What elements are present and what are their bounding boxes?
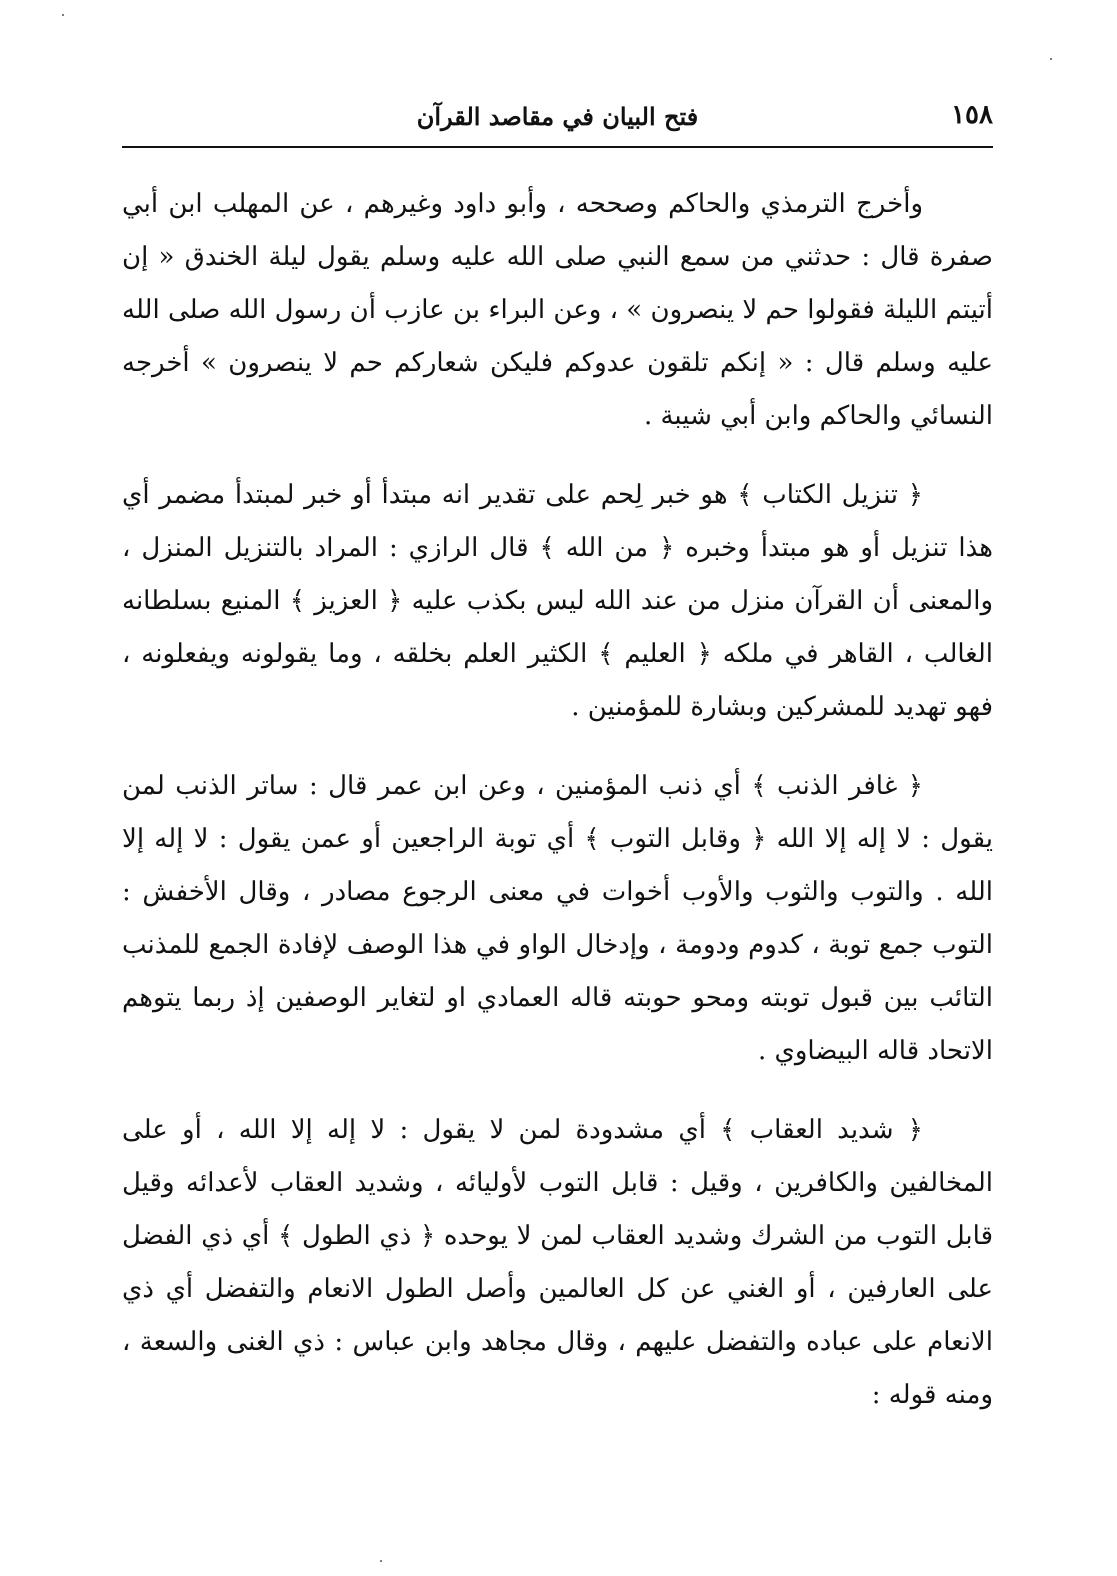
- paragraph-ghafir-al-dhanb: ﴿ غافر الذنب ﴾ أي ذنب المؤمنين ، وعن ابن عمر قال : ساتر الذنب لمن يقول : لا إله إلا الله ﴿ وقابل التوب ﴾ أي توبة الراجعين أو عمن يقول : لا إله إلا الله . والتوب والثوب والأوب أخوات في معنى الرجوع مصادر ، وقال الأخفش : التوب جمع توبة ، كدوم ودومة ، وإدخال الواو في هذا الوصف لإفادة الجمع للمذنب التائب بين قبول توبته ومحو حوبته قاله العمادي او لتغاير الوصفين إذ ربما يتوهم الاتحاد قاله البيضاوي .: [122, 771, 993, 1066]
- paragraph-tanzil-al-kitab: ﴿ تنزيل الكتاب ﴾ هو خبر لِحم على تقدير انه مبتدأ أو خبر لمبتدأ مضمر أي هذا تنزيل أو هو مبتدأ وخبره ﴿ من الله ﴾ قال الرازي : المراد بالتنزيل المنزل ، والمعنى أن القرآن منزل من عند الله ليس بكذب عليه ﴿ العزيز ﴾ المنيع بسلطانه الغالب ، القاهر في ملكه ﴿ العليم ﴾ الكثير العلم بخلقه ، وما يقولونه ويفعلونه ، فهو تهديد للمشركين وبشارة للمؤمنين .: [122, 480, 993, 722]
- running-header: [122, 96, 993, 148]
- page-number: ١٥٨: [951, 100, 993, 130]
- main-text: [122, 178, 993, 1422]
- scan-speck: [380, 1560, 382, 1562]
- paragraph-shadid-al-iqab: ﴿ شديد العقاب ﴾ أي مشدودة لمن لا يقول : لا إله إلا الله ، أو على المخالفين والكافرين ، وقيل : قابل التوب لأوليائه ، وشديد العقاب لأعدائه وقيل قابل التوب من الشرك وشديد العقاب لمن لا يوحده ﴿ ذي الطول ﴾ أي ذي الفضل على العارفين ، أو الغني عن كل العالمين وأصل الطول الانعام والتفضل أي ذي الانعام على عباده والتفضل عليهم ، وقال مجاهد وابن عباس : ذي الغنى والسعة ، ومنه قوله :: [122, 1115, 993, 1410]
- paragraph-hadith: وأخرج الترمذي والحاكم وصححه ، وأبو داود وغيرهم ، عن المهلب ابن أبي صفرة قال : حدثني من سمع النبي صلى الله عليه وسلم يقول ليلة الخندق « إن أتيتم الليلة فقولوا حم لا ينصرون » ، وعن البراء بن عازب أن رسول الله صلى الله عليه وسلم قال : « إنكم تلقون عدوكم فليكن شعاركم حم لا ينصرون » أخرجه النسائي والحاكم وابن أبي شيبة .: [122, 189, 993, 431]
- book-title: فتح البيان في مقاصد القرآن: [416, 102, 699, 131]
- scan-speck: [1050, 58, 1052, 60]
- scan-speck: [62, 14, 64, 16]
